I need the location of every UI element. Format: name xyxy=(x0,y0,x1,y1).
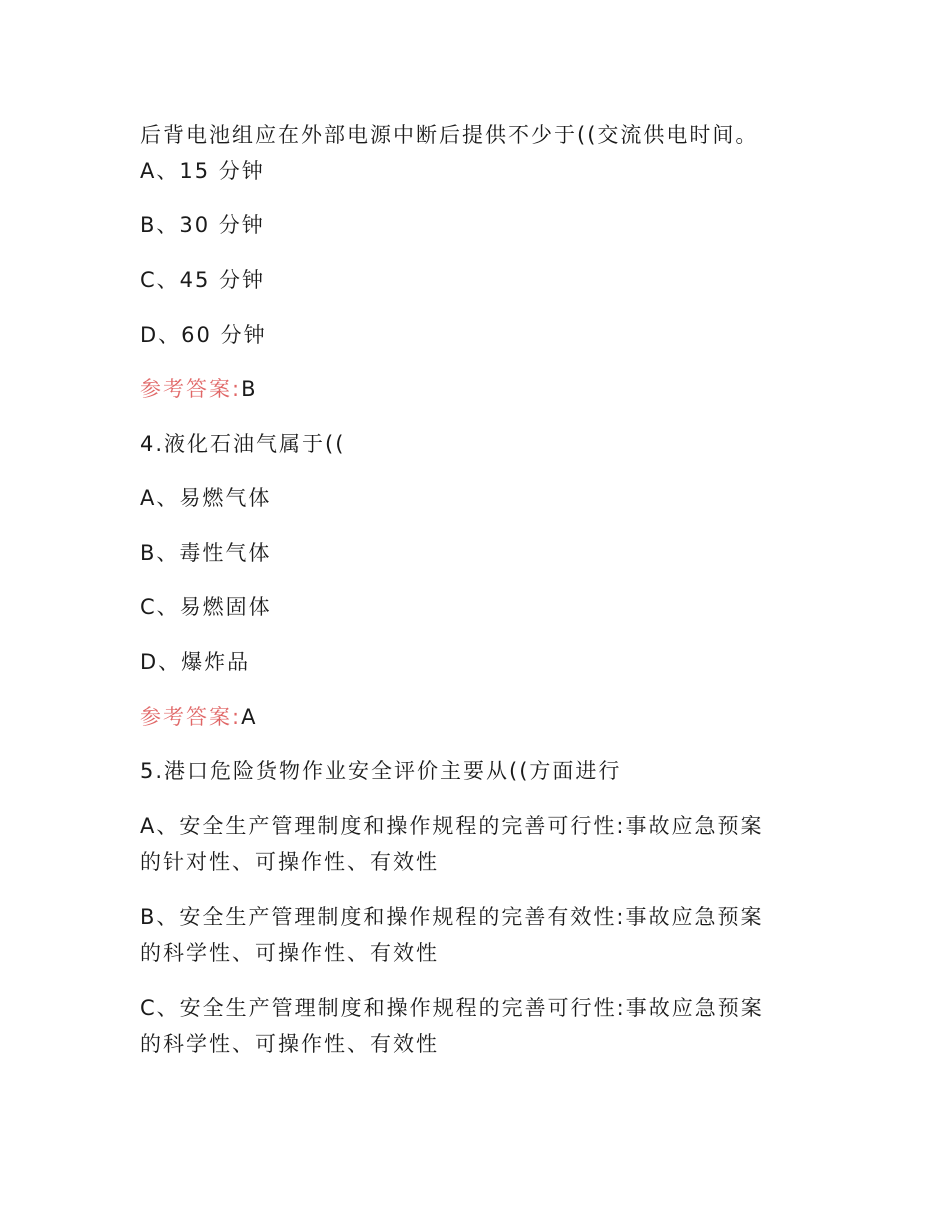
question-3-option-d: D、60 分钟 xyxy=(140,323,267,347)
question-3-option-c: C、45 分钟 xyxy=(140,268,266,292)
question-4-option-d: D、爆炸品 xyxy=(140,650,251,674)
question-5-option-b-line2: 的科学性、可操作性、有效性 xyxy=(140,941,439,965)
question-3-option-a: A、15 分钟 xyxy=(140,159,265,183)
question-3-stem: 后背电池组应在外部电源中断后提供不少于((交流供电时间。 xyxy=(140,123,759,147)
question-5-option-b-line1: B、安全生产管理制度和操作规程的完善有效性:事故应急预案 xyxy=(140,905,764,929)
question-4-stem: 4.液化石油气属于(( xyxy=(140,432,346,456)
question-5-option-a-line1: A、安全生产管理制度和操作规程的完善可行性:事故应急预案 xyxy=(140,814,764,838)
question-4-option-a: A、易燃气体 xyxy=(140,486,272,510)
question-3-option-b: B、30 分钟 xyxy=(140,213,265,237)
question-5-option-a-line2: 的针对性、可操作性、有效性 xyxy=(140,850,439,874)
answer-value: A xyxy=(241,705,258,729)
question-5-stem: 5.港口危险货物作业安全评价主要从((方面进行 xyxy=(140,759,622,783)
question-3-answer xyxy=(140,371,820,407)
question-4-answer xyxy=(140,699,820,735)
question-5-option-c-line2: 的科学性、可操作性、有效性 xyxy=(140,1032,439,1056)
answer-label: 参考答案: xyxy=(140,377,242,401)
answer-value: B xyxy=(241,377,258,401)
question-5-option-c-line1: C、安全生产管理制度和操作规程的完善可行性:事故应急预案 xyxy=(140,996,764,1020)
question-4-option-c: C、易燃固体 xyxy=(140,595,272,619)
question-4-option-b: B、毒性气体 xyxy=(140,541,272,565)
answer-label: 参考答案: xyxy=(140,705,242,729)
